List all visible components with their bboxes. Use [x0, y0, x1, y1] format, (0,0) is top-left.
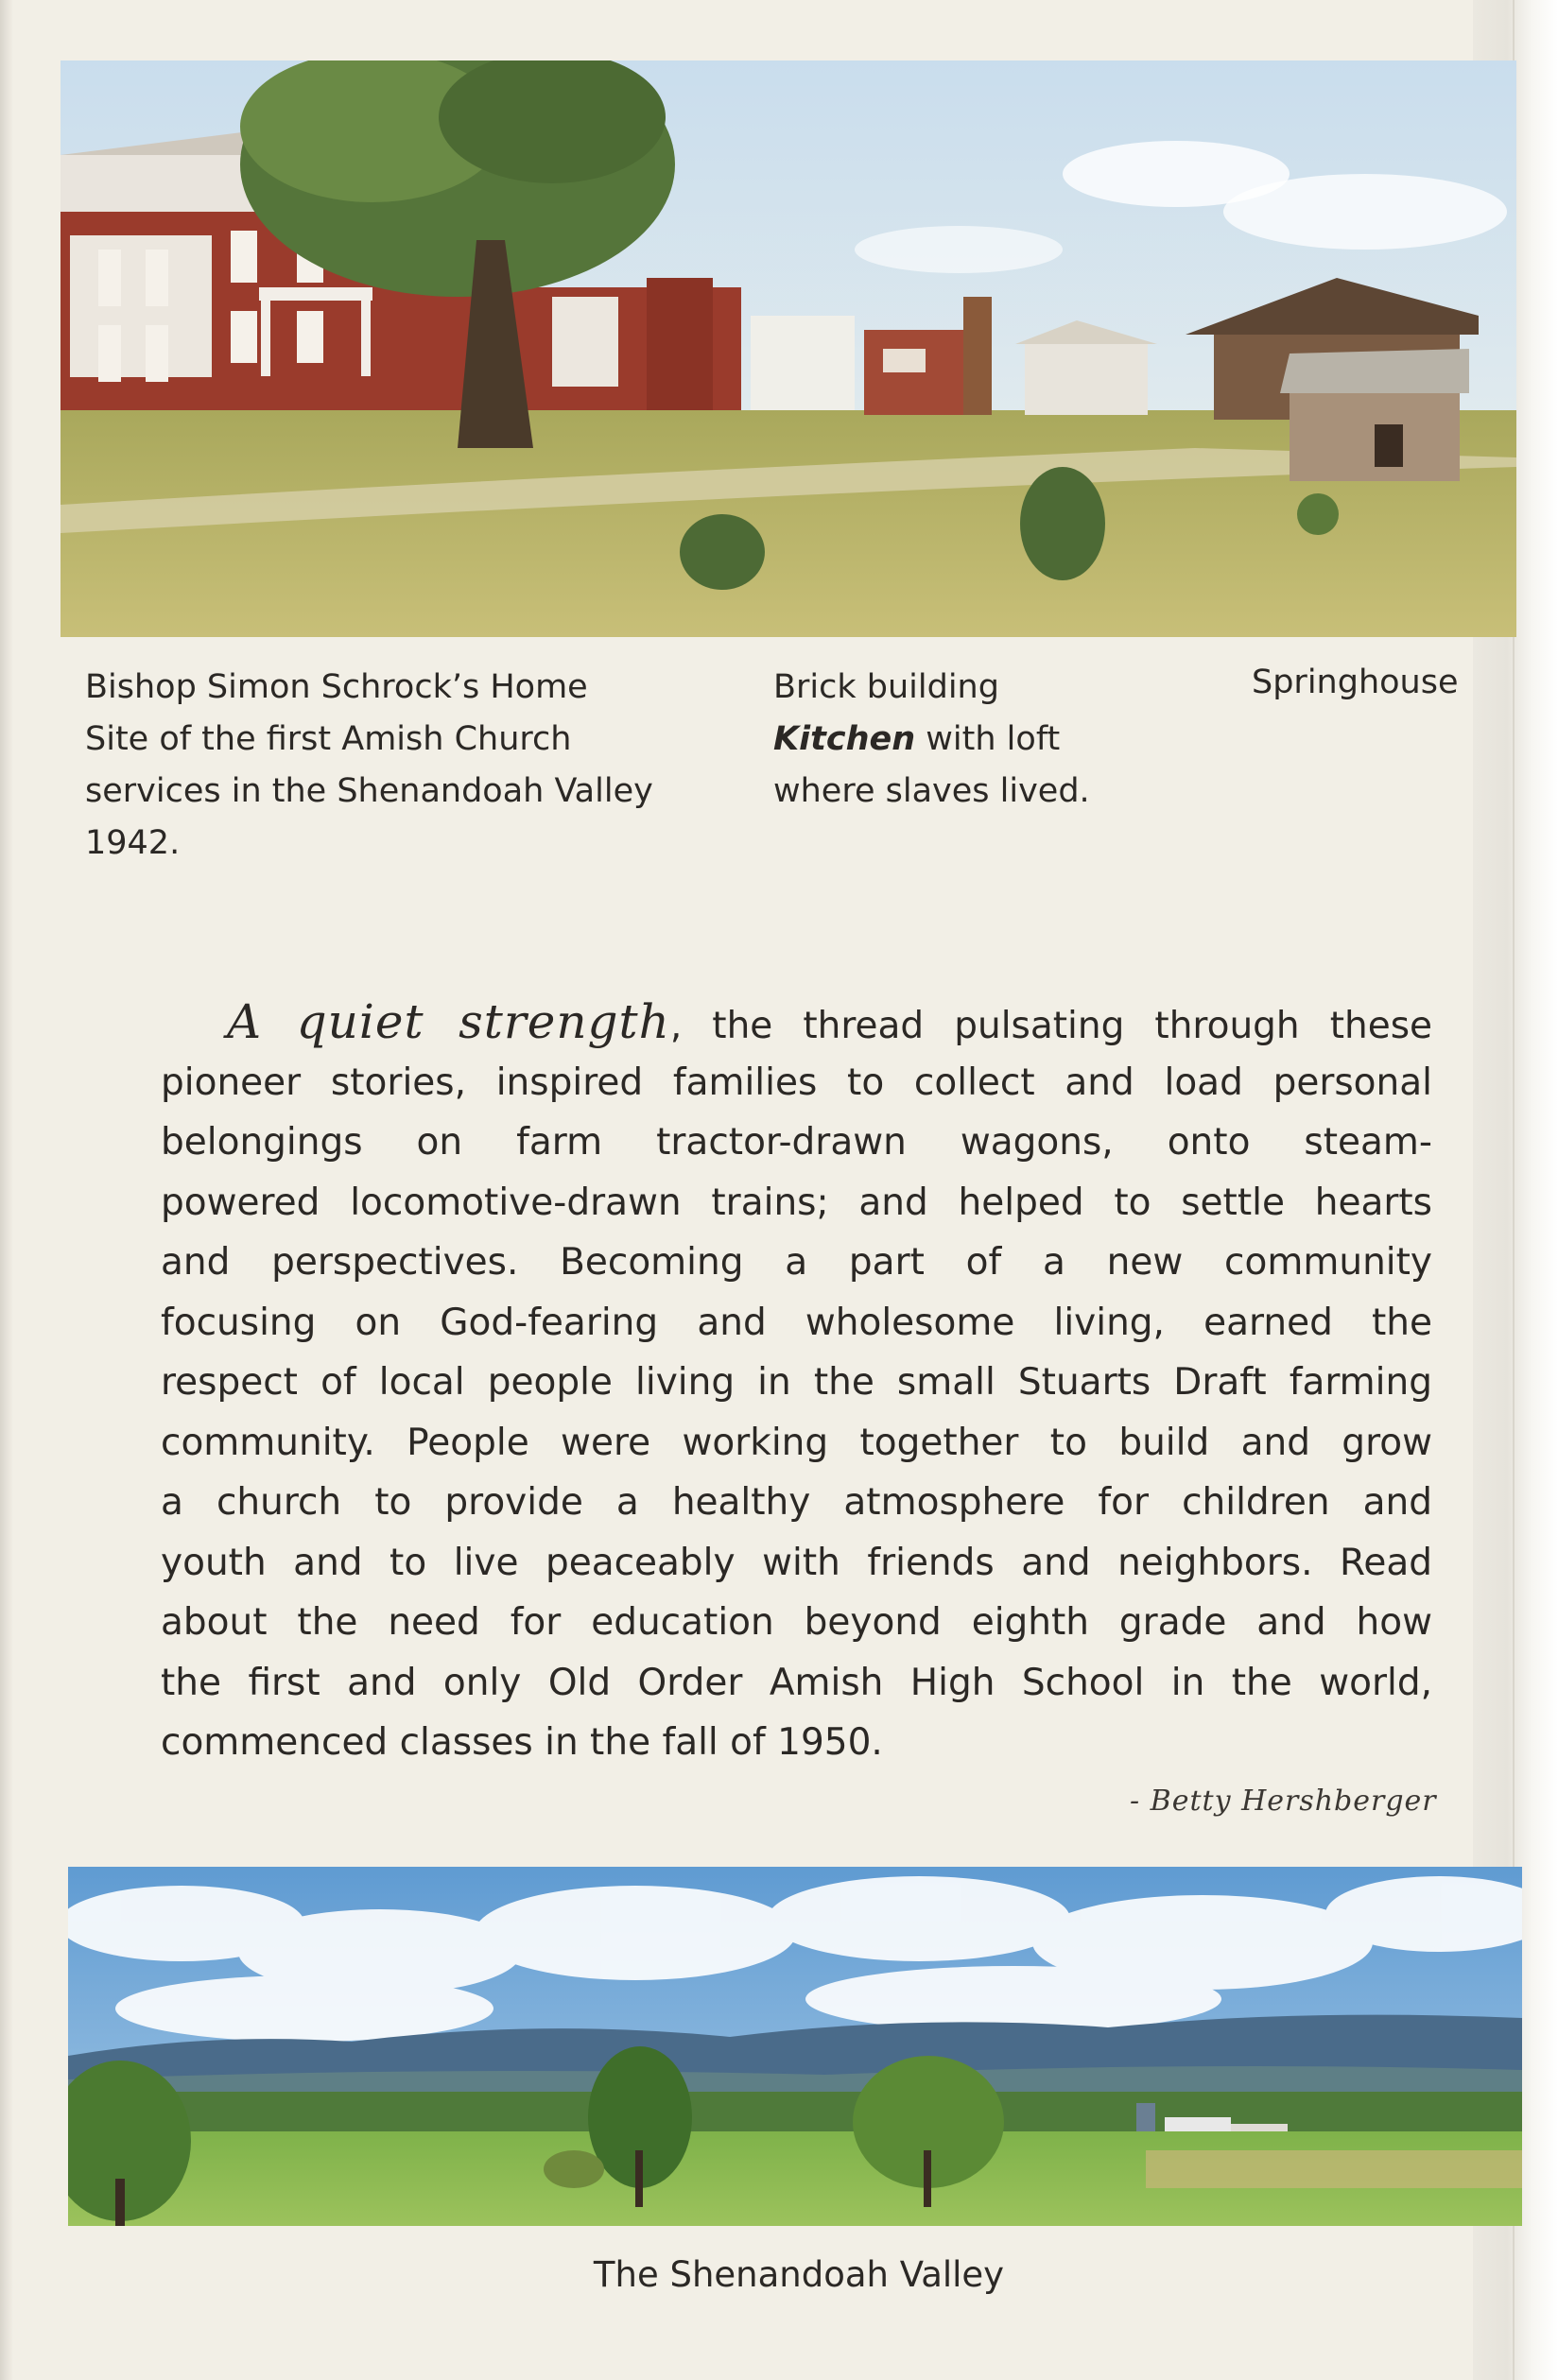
- body-paragraph: [161, 992, 1432, 1773]
- author-signature: - Betty Hershberger: [1130, 1785, 1437, 1818]
- body-line: belongings on farm tractor-drawn wagons, onto steam-: [161, 1121, 1432, 1164]
- caption-text: with loft: [915, 720, 1061, 758]
- caption-springhouse: [1252, 657, 1459, 709]
- page-shadow: [0, 0, 13, 2380]
- valley-caption: The Shenandoah Valley: [593, 2254, 1005, 2295]
- body-line: focusing on God-fearing and wholesome living, earned the: [161, 1301, 1432, 1344]
- caption-line: services in the Shenandoah Valley: [85, 772, 653, 810]
- kitchen-emphasis: Kitchen: [773, 720, 916, 758]
- body-line: a church to provide a healthy atmosphere for children and: [161, 1481, 1432, 1524]
- caption-line: Brick building: [773, 668, 999, 706]
- body-line: youth and to live peaceably with friends and neighbors. Read: [161, 1541, 1432, 1584]
- body-text: , the thread pulsating through these: [669, 1005, 1433, 1047]
- body-line: respect of local people living in the small Stuarts Draft farming: [161, 1361, 1432, 1404]
- body-line: about the need for education beyond eighth grade and how: [161, 1601, 1432, 1644]
- caption-line: where slaves lived.: [773, 772, 1090, 810]
- caption-line: Springhouse: [1252, 664, 1459, 701]
- caption-line: Bishop Simon Schrock’s Home: [85, 668, 588, 706]
- caption-line: Site of the first Amish Church: [85, 720, 572, 758]
- body-line: commenced classes in the fall of 1950.: [161, 1721, 883, 1764]
- farm-buildings-photo: [61, 60, 1516, 637]
- lead-phrase: A quiet strength: [227, 994, 670, 1049]
- body-line: [161, 992, 1432, 1053]
- caption-line: 1942.: [85, 824, 181, 862]
- body-line: and perspectives. Becoming a part of a new community: [161, 1241, 1432, 1284]
- body-line: the first and only Old Order Amish High School in the world,: [161, 1661, 1432, 1704]
- shenandoah-valley-photo: [68, 1867, 1522, 2226]
- caption-bishop-home: [85, 662, 653, 870]
- caption-line: [773, 714, 1090, 766]
- body-line: pioneer stories, inspired families to collect and load personal: [161, 1061, 1432, 1104]
- body-line: powered locomotive-drawn trains; and helped to settle hearts: [161, 1181, 1432, 1224]
- body-line: community. People were working together to build and grow: [161, 1421, 1432, 1464]
- caption-kitchen: [773, 662, 1090, 818]
